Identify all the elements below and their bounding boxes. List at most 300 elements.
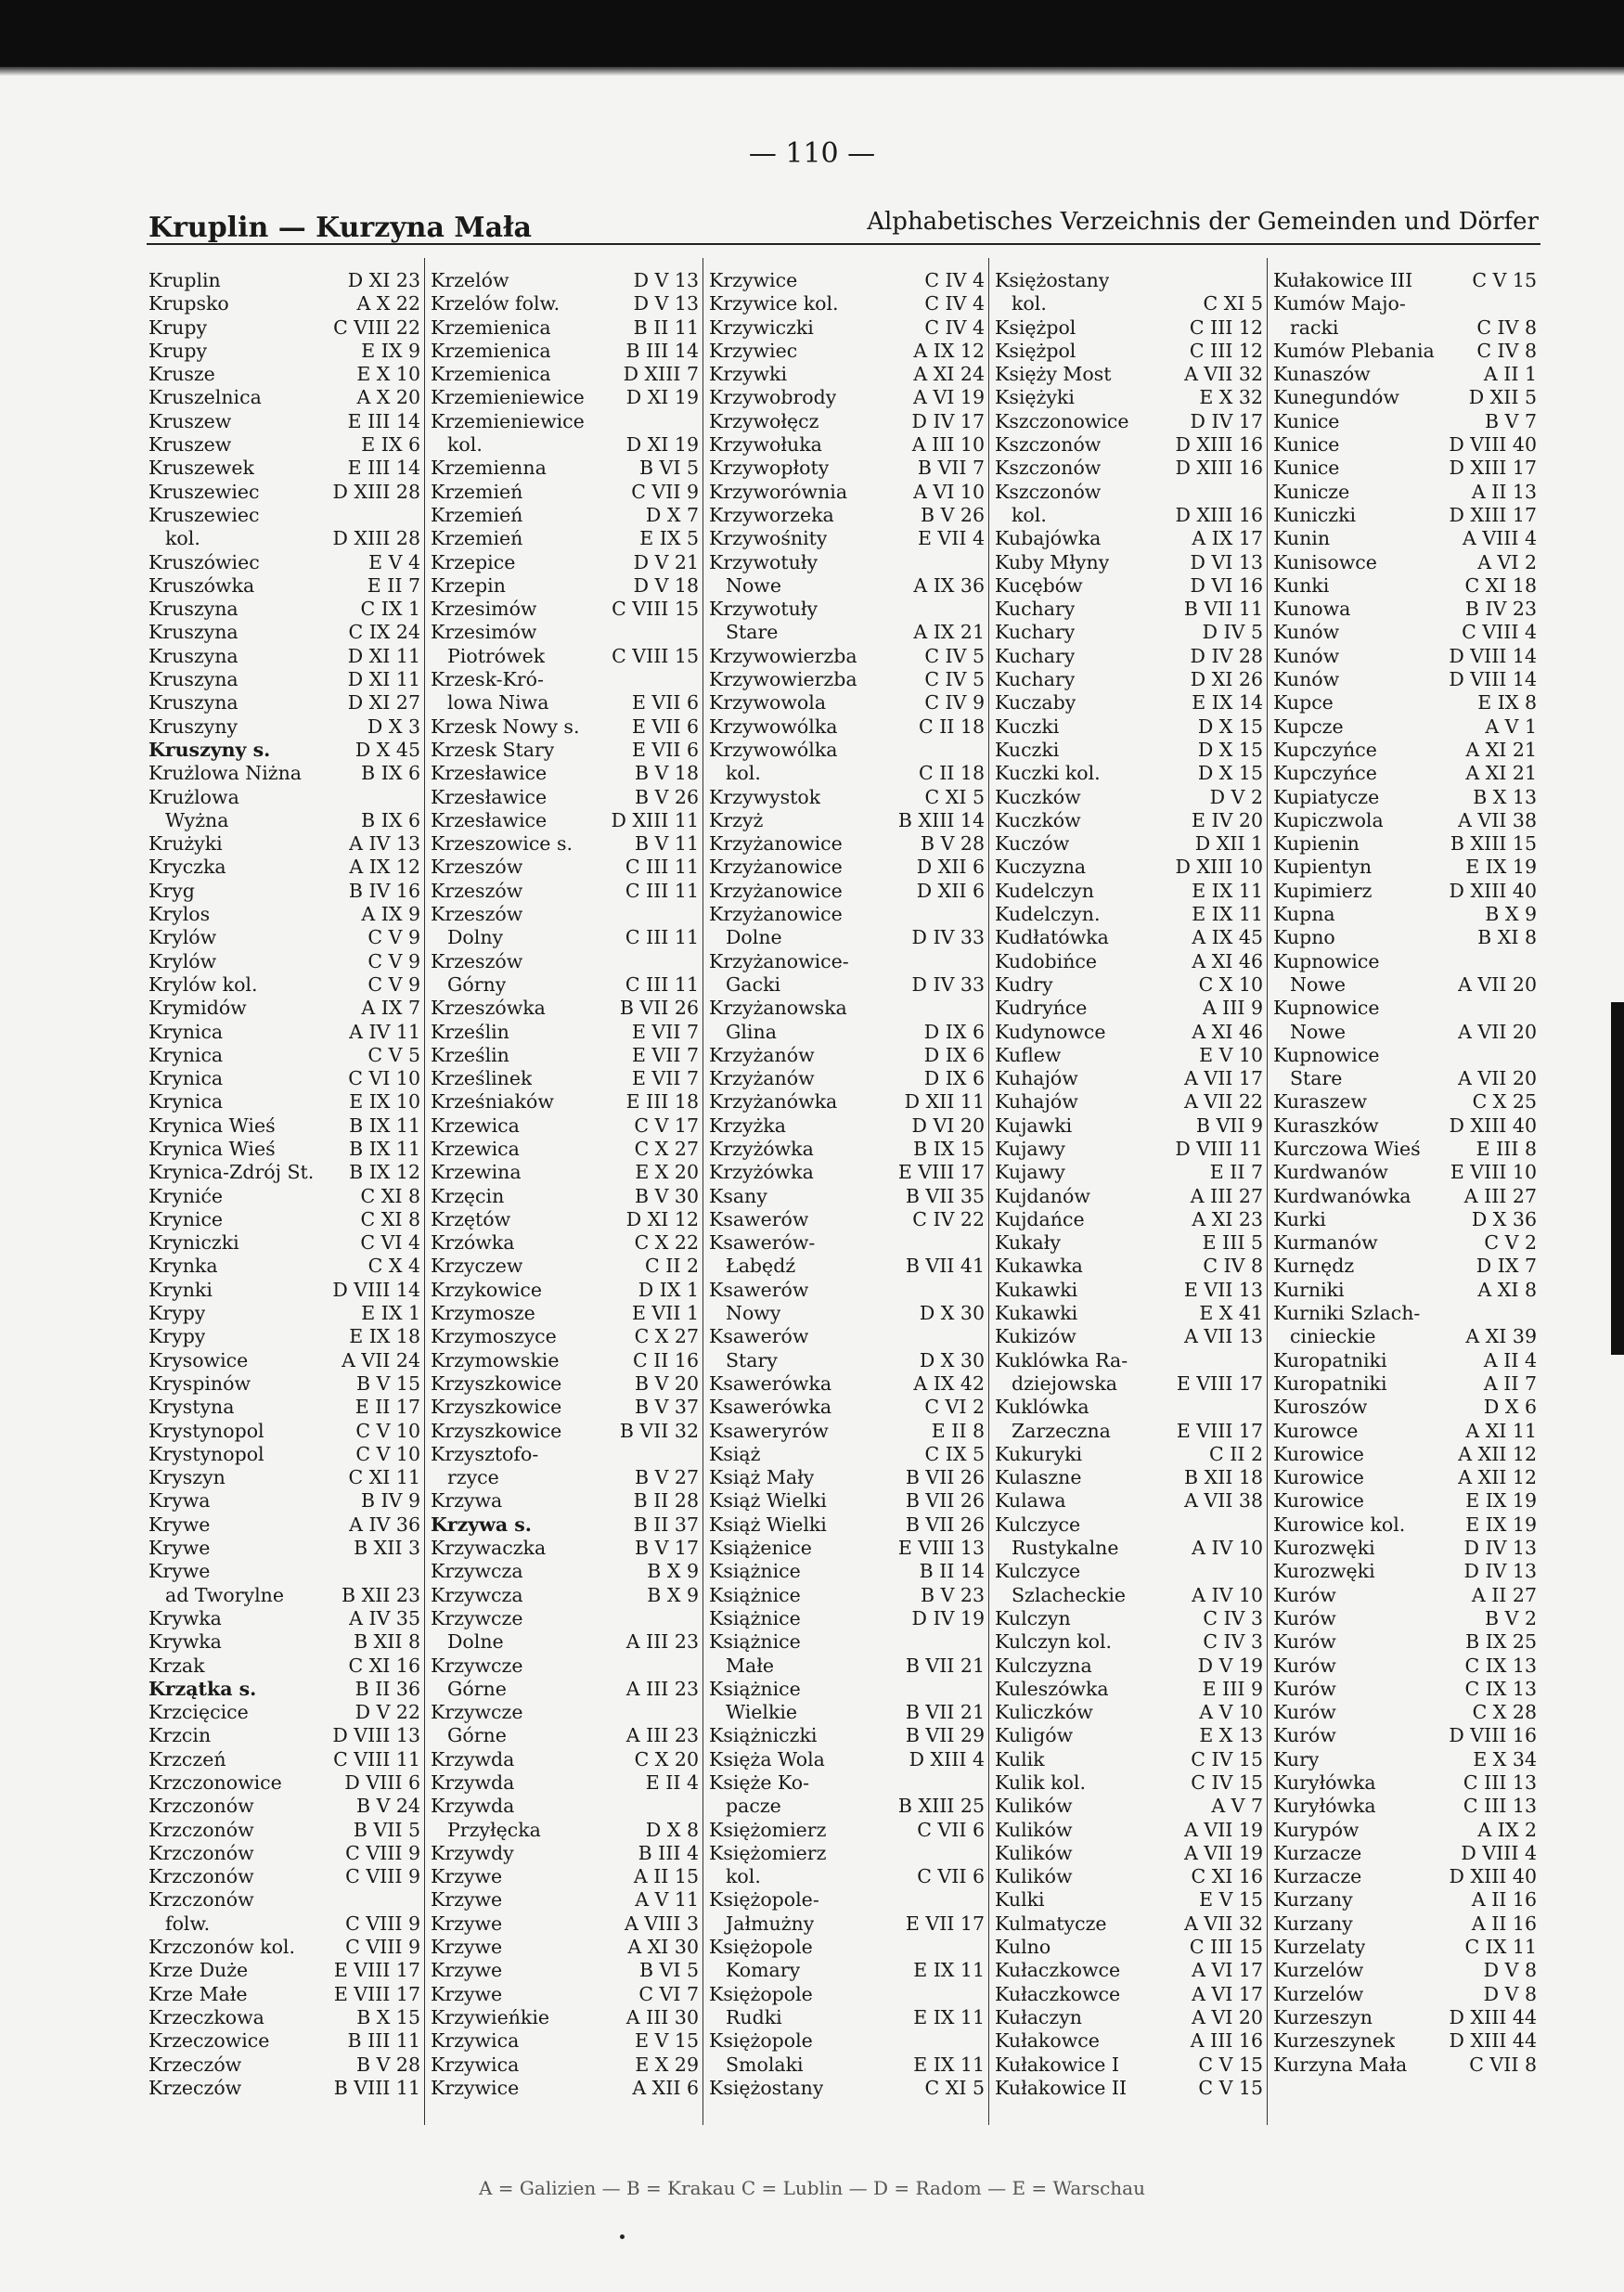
entry-code: E IX 8 [1477,691,1537,715]
entry-name: Kruszyna [148,598,238,621]
entry-code: C V 9 [367,926,420,949]
entry-name: Krypy [148,1302,206,1325]
index-entry [431,1114,699,1138]
index-entry [995,1255,1263,1278]
entry-code: A IX 12 [913,339,985,362]
entry-name: Krzęcin [431,1184,505,1207]
index-entry [148,481,420,504]
entry-code: A II 16 [1471,1912,1537,1935]
entry-name: Krynki [148,1278,213,1301]
entry-code: D XIII 40 [1449,1114,1537,1137]
entry-code: C X 27 [634,1137,699,1160]
entry-code: D IX 7 [1476,1255,1537,1278]
index-entry [995,1655,1263,1678]
entry-code: D IV 13 [1463,1560,1537,1583]
entry-name: Kulki [995,1888,1045,1912]
index-entry [148,340,420,363]
index-entry [995,457,1263,480]
index-entry [995,1185,1263,1208]
entry-name: Kujdanów [995,1184,1090,1207]
entry-name: Kunegundów [1273,386,1399,409]
entry-code: E IX 5 [639,527,699,550]
entry-code: A XII 12 [1458,1466,1537,1489]
index-entry [431,856,699,879]
entry-code: C X 4 [367,1255,420,1278]
entry-name: Kruszyna [148,691,238,715]
index-entry [148,1912,420,1936]
entry-code [981,739,985,762]
entry-name: Krzesławice [431,808,548,831]
entry-name: Kulawa [995,1489,1066,1513]
entry-code: A IX 36 [913,573,985,597]
index-entry [995,1044,1263,1067]
index-entry [1273,903,1537,926]
entry-code: B IX 25 [1465,1630,1537,1654]
entry-code: E III 18 [625,1090,699,1114]
entry-code: A II 27 [1471,1583,1537,1606]
entry-name: Kurowice kol. [1273,1513,1406,1536]
index-entry [995,1161,1263,1184]
entry-name: Krzemienna [431,457,547,480]
entry-name: Krzątka s. [148,1677,257,1700]
entry-code: A IV 10 [1192,1583,1263,1606]
entry-name: Krzywice [431,2076,520,2099]
index-entry [709,269,985,292]
entry-name: Książnice [709,1677,801,1700]
entry-name: Krzywice [709,269,798,291]
index-entry [431,1443,699,1466]
entry-name: Krupy [148,315,208,339]
entry-name: Książ Mały [709,1466,815,1489]
entry-name: Krzywica [431,2029,520,2053]
entry-code [695,1607,699,1630]
entry-name: kol. [1012,292,1047,315]
index-entry [709,1701,985,1724]
entry-name: Kruszyny [148,715,238,738]
entry-code [981,1279,985,1302]
entry-name: Kuropatniki [1273,1348,1387,1371]
entry-code: C VI 7 [638,1982,699,2005]
index-entry [995,903,1263,926]
index-entry [709,340,985,363]
entry-name: Krzykowice [431,1278,542,1301]
entry-name: Stare [726,621,779,644]
entry-name: Kuchary [995,668,1076,691]
entry-name: Krzczonów [148,1795,254,1818]
index-entry [431,1865,699,1888]
entry-name: Krzelów folw. [431,292,561,315]
entry-code [695,621,699,644]
entry-code: E VIII 10 [1450,1161,1537,1184]
index-entry [709,1724,985,1747]
legend: A = Galizien — B = Krakau C = Lublin — D = Radom — E = Warschau [479,2177,1145,2199]
entry-name: Ksawerów [709,1325,809,1348]
entry-code: A II 1 [1483,363,1537,386]
entry-code: B V 28 [356,2053,420,2076]
entry-name: Krzczonowice [148,1771,282,1794]
entry-name: Krzywda [431,1795,515,1818]
entry-name: dziejowska [1012,1371,1118,1395]
entry-code [1533,950,1537,973]
index-entry [431,1231,699,1255]
entry-code: D V 13 [633,292,699,315]
entry-code: D VIII 4 [1461,1841,1537,1864]
index-entry [431,1842,699,1865]
entry-name: Krzymosze [431,1302,535,1325]
entry-name: Kurniki [1273,1278,1345,1301]
entry-code [981,997,985,1020]
entry-code: A XI 46 [1192,949,1263,972]
entry-code: A IX 21 [913,621,985,644]
entry-code: D VI 16 [1190,573,1263,597]
entry-name: Krzeszów [431,856,523,879]
index-entry [995,1513,1263,1537]
entry-name: Krzyżka [709,1114,786,1137]
index-entry [1273,551,1537,574]
entry-code: E X 34 [1473,1747,1537,1771]
entry-code: B XII 8 [354,1630,420,1654]
index-entry [995,1819,1263,1842]
index-entry [148,1489,420,1513]
entry-name: Kułaczkowce [995,1982,1121,2005]
index-entry [1273,856,1537,879]
index-entry [995,433,1263,457]
entry-name: Kulik kol. [995,1771,1086,1794]
index-entry [148,1138,420,1161]
index-entry [709,1396,985,1419]
entry-name: Kurowice [1273,1466,1364,1489]
index-entry [1273,715,1537,739]
entry-code: E V 15 [635,2029,699,2053]
entry-code: A XI 39 [1465,1325,1537,1348]
entry-name: Krzemieniewice [431,386,585,409]
index-entry [1273,691,1537,715]
index-entry [148,1936,420,1959]
entry-code: C V 10 [355,1419,420,1442]
index-entry [995,668,1263,691]
index-entry [1273,574,1537,598]
index-entry [995,2054,1263,2077]
entry-name: Stary [726,1348,778,1371]
entry-name: Krynica [148,1043,224,1066]
index-entry [148,1420,420,1443]
entry-name: Krzesimów [431,621,537,644]
index-entry [1273,598,1537,621]
entry-name: Książ Wielki [709,1489,827,1513]
entry-name: Krzeszowice s. [431,832,573,856]
index-entry [431,2077,699,2100]
entry-code: E IV 20 [1192,808,1263,831]
entry-name: Kuchary [995,621,1076,644]
index-entry [148,1021,420,1044]
entry-code: B V 18 [635,762,699,785]
entry-name: Górne [447,1724,507,1747]
entry-name: Kulik [995,1747,1045,1771]
entry-code: D X 30 [919,1348,985,1371]
entry-code: C IV 8 [1203,1255,1263,1278]
entry-name: Krzemienica [431,363,551,386]
entry-name: Kuczyzna [995,856,1087,879]
entry-name: Kunice [1273,433,1340,457]
entry-code: A VII 20 [1458,1020,1537,1043]
index-entry [148,551,420,574]
index-entry [995,363,1263,386]
entry-code: A VII 19 [1184,1841,1263,1864]
index-entry [431,1819,699,1842]
entry-code: D X 7 [645,503,699,526]
entry-code: E VIII 17 [1176,1371,1263,1395]
index-entry [148,691,420,715]
entry-name: Kryniczki [148,1231,239,1255]
index-entry [431,1936,699,1959]
entry-name: Małe [726,1654,774,1677]
entry-code: E VIII 13 [897,1537,985,1560]
entry-name: Krzysztofo- [431,1442,539,1465]
entry-name: Kurnędz [1273,1255,1355,1278]
entry-name: Krzcięcice [148,1701,249,1724]
index-entry [709,1443,985,1466]
entry-code: C IX 13 [1464,1677,1537,1700]
entry-code: A III 27 [1190,1184,1263,1207]
entry-name: Kulczyce [995,1560,1081,1583]
index-entry [148,433,420,457]
index-entry [995,292,1263,315]
entry-code: B IV 16 [348,879,420,902]
entry-name: Kurzelów [1273,1959,1364,1982]
index-entry [995,1420,1263,1443]
column-4 [989,258,1268,2125]
entry-code [1259,1396,1263,1419]
entry-name: Krzyżanowice [709,879,843,902]
entry-code: D IV 13 [1463,1537,1537,1560]
entry-code: E VIII 17 [1176,1419,1263,1442]
entry-name: Krzyczew [431,1255,523,1278]
entry-code: C V 15 [1472,269,1537,291]
entry-code: A V 1 [1485,715,1537,738]
entry-code: B X 15 [356,2005,420,2028]
entry-code: B V 26 [921,503,985,526]
index-entry [709,950,985,973]
entry-name: Kupczyńce [1273,738,1377,761]
entry-code: B V 20 [635,1371,699,1395]
entry-code: D VI 20 [911,1114,985,1137]
entry-code: D VIII 14 [1449,644,1537,667]
entry-name: Kruszelnica [148,386,262,409]
entry-code: D XII 11 [904,1090,985,1114]
entry-code [981,1678,985,1701]
index-entry [148,880,420,903]
index-entry [431,481,699,504]
entry-name: Kszczonów [995,433,1102,457]
index-entry [1273,410,1537,433]
entry-code: C III 11 [625,972,699,996]
entry-code: B V 24 [356,1795,420,1818]
entry-code: E IX 11 [1192,879,1263,902]
entry-name: Książnice [709,1560,801,1583]
entry-name: folw. [165,1912,211,1935]
index-entry [1273,1161,1537,1184]
entry-code: C VII 8 [1469,2053,1537,2076]
entry-code: B V 2 [1485,1606,1537,1629]
index-entry [1273,1655,1537,1678]
entry-name: Kujawy [995,1137,1065,1160]
entry-code: E VII 7 [631,1020,699,1043]
entry-code: D X 36 [1471,1207,1537,1230]
index-entry [709,386,985,409]
entry-code: A IX 7 [361,997,420,1020]
index-entry [709,715,985,739]
entry-code: A VI 17 [1192,1982,1263,2005]
entry-name: Krzywa [431,1489,503,1513]
entry-code: C IX 5 [924,1442,985,1465]
index-entry [431,574,699,598]
index-entry [148,269,420,292]
index-entry [1273,1302,1537,1325]
index-entry [431,1560,699,1583]
index-entry [995,950,1263,973]
index-entry [709,1655,985,1678]
entry-name: Kurowce [1273,1419,1359,1442]
entry-name: Krużlowa Niżna [148,762,303,785]
index-entry [431,1983,699,2006]
entry-name: Kruszyna [148,621,238,644]
entry-name: kol. [447,433,483,457]
index-entry [1273,1959,1537,1982]
index-entry [995,1771,1263,1795]
entry-name: Kupno [1273,926,1335,949]
entry-code: E II 17 [354,1396,420,1419]
entry-code: B V 11 [635,832,699,856]
entry-name: Krystyna [148,1396,235,1419]
entry-code: D XII 1 [1194,832,1263,856]
index-entry [709,1959,985,1982]
entry-code [981,1231,985,1255]
index-entry [148,668,420,691]
entry-name: Krymidów [148,997,247,1020]
scan-dark-edge [0,0,1624,67]
index-entry [709,903,985,926]
entry-name: Kruszew [148,409,232,432]
index-entry [709,1865,985,1888]
entry-code: B III 4 [638,1841,699,1864]
index-entry [1273,997,1537,1020]
entry-code: E IX 14 [1192,691,1263,715]
entry-code [1259,1513,1263,1537]
index-entry [431,832,699,856]
index-entry [1273,1044,1537,1067]
entry-code: B X 13 [1473,785,1537,808]
entry-name: Krzczonów [148,1818,254,1841]
entry-name: Kupiczwola [1273,808,1384,831]
entry-name: Krzówka [431,1231,515,1255]
entry-name: Krzywobrody [709,386,837,409]
index-entry [148,1724,420,1747]
entry-name: Kupimierz [1273,879,1373,902]
entry-code: E VII 7 [631,1067,699,1090]
index-entry [995,410,1263,433]
index-entry [995,1607,1263,1630]
entry-code: B IX 11 [349,1137,420,1160]
entry-code: B XII 23 [342,1583,420,1606]
index-entry [995,2077,1263,2100]
entry-name: Kukawki [995,1278,1078,1301]
entry-code: C XI 18 [1464,573,1537,597]
index-entry [1273,1443,1537,1466]
entry-code: A II 4 [1483,1348,1537,1371]
index-entry [1273,1795,1537,1818]
entry-code: D X 6 [1483,1396,1537,1419]
index-entry [1273,1138,1537,1161]
entry-name: Kurzelów [1273,1982,1364,2005]
entry-name: Kuchary [995,644,1076,667]
index-entry [148,1983,420,2006]
entry-name: Krzyżanowice [709,832,843,856]
entry-code: E IX 6 [361,433,420,457]
index-entry [709,1537,985,1560]
entry-code: A VII 20 [1458,972,1537,996]
entry-code [981,1983,985,2006]
index-entry [709,1231,985,1255]
entry-code: B VII 41 [905,1255,985,1278]
entry-name: Kunin [1273,527,1331,550]
index-entry [431,1138,699,1161]
entry-name: Krynica [148,1020,224,1043]
entry-code: B VII 26 [905,1489,985,1513]
index-entry [148,410,420,433]
entry-name: Kumów Plebania [1273,339,1435,362]
entry-name: Krzak [148,1654,205,1677]
entry-code: C IV 3 [1203,1630,1263,1654]
entry-name: Gacki [726,972,781,996]
index-entry [148,1748,420,1771]
entry-name: Krzepice [431,550,516,573]
index-entry [431,2054,699,2077]
entry-name: Kurzelaty [1273,1936,1366,1959]
entry-code: B II 14 [919,1560,985,1583]
entry-code: D IV 17 [1190,409,1263,432]
index-entry [148,504,420,527]
entry-name: Krupsko [148,292,229,315]
entry-name: Kurmanów [1273,1231,1378,1255]
entry-name: Kuleszówka [995,1677,1109,1700]
index-entry [995,1114,1263,1138]
entry-code: B IX 6 [361,808,420,831]
entry-code: D IX 1 [638,1278,699,1301]
entry-name: Księżpol [995,339,1076,362]
entry-code [1259,269,1263,292]
entry-code: C X 28 [1472,1701,1537,1724]
entry-code [981,1325,985,1348]
index-entry [431,433,699,457]
entry-code: B IV 9 [360,1489,420,1513]
entry-code: E III 5 [1202,1231,1263,1255]
entry-code: C IX 1 [360,598,420,621]
index-entry [148,1044,420,1067]
index-entry [995,645,1263,668]
entry-name: Krzyżanów [709,1043,815,1066]
index-entry [709,1161,985,1184]
entry-name: Ksawerów [709,1207,809,1230]
index-entry [148,1865,420,1888]
entry-code [1533,292,1537,315]
index-entry [995,1912,1263,1936]
entry-name: Krywe [148,1560,211,1583]
entry-code: D XIII 16 [1175,503,1263,526]
index-entry [1273,1701,1537,1724]
index-entry [431,2006,699,2029]
index-entry [1273,1420,1537,1443]
entry-name: Kurzacze [1273,1865,1362,1888]
